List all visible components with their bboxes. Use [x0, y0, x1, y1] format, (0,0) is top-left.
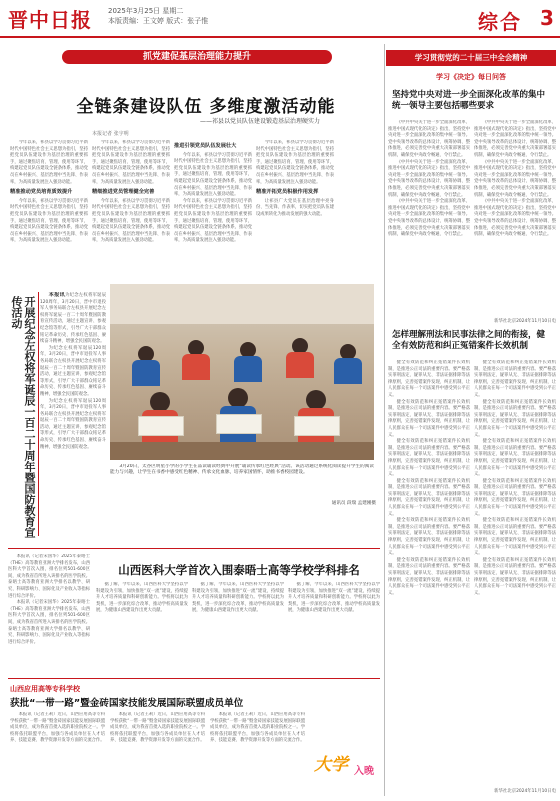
issue-info [108, 6, 208, 26]
issue-date: 2025年3月25日 星期二 [108, 7, 184, 15]
page-editor: 本版责编：王文婷 版式：张子惟 [108, 17, 209, 25]
ranking-headline: 山西医科大学首次入围泰晤士高等学校学科排名 [118, 563, 360, 577]
answer-2-column-1: 健全有效防范和纠正冤错案件长效机制，是推进公正司法的重要内容。要严格落实罪刑法定、疑罪从无、非法证据排除等法律原则，完善冤错案件发现、纠正机制，让人民群众在每一个司法案件中感受到公平正义。 健全有效防范和纠正冤错案件长效机制，是推进公正司法的重要内容。要严格落实罪刑法定、疑罪从无、非法证据排除等法律原则，完善冤错案件发现、纠正机制，让人民群众在每一个司法案件中感受到公平正义。 健全有效防范和纠正冤错案件长效机制，是推进公正司法的重要内容。要严格落实罪刑法定、疑罪从无、非法证据排除等法律原则，完善冤错案件发现、纠正机制，让人民群众在每一个司法案件中感受到公平正义。 健全有效防范和纠正冤错案件长效机制，是推进公正司法的重要内容。要严格落实罪刑法定、疑罪从无、非法证据排除等法律原则，完善冤错案件发现、纠正机制，让人民群众在每一个司法案件中感受到公平正义。 健全有效防范和纠正冤错案件长效机制，是推进公正司法的重要内容。要严格落实罪刑法定、疑罪从无、非法证据排除等法律原则，完善冤错案件发现、纠正机制，让人民群众在每一个司法案件中感受到公平正义。 健全有效防范和纠正冤错案件长效机制，是推进公正司法的重要内容。要严格落实罪刑法定、疑罪从无、非法证据排除等法律原则，完善冤错案件发现、纠正机制，让人民群众在每一个司法案件中感受到公平正义。 [388, 360, 470, 596]
photo-caption: 3月20日，太谷区明星小学的小学生在品读诵读经典中开展“诵读传承红色经典”活动。该活动通过系统化阅读提升学生的阅读能力与兴趣，让学生在书香中感受红色精神、传承文化血脉，培养家国情怀，助推书香校园建设。 [110, 464, 374, 476]
story-byline: 本报记者 张宇明 [92, 131, 129, 137]
school-header: 山西应用高等专科学校 [10, 685, 80, 693]
college-logo-text: 大学 [314, 755, 348, 775]
series-title: 学习《决定》每日问答 [436, 73, 506, 81]
section-divider [8, 548, 380, 549]
story-column-1: 今年以来，祁县以学习贯彻习近平新时代中国特色社会主义思想为指引，坚持把党员队伍建设作为基层治理的重要抓手，通过聚焦培育、管理、使用等环节，构建起党员队伍建设全链条体系，推动党员在乡村振兴、基层治理中当先锋、作表率，为高质量发展注入强劲动能。 精准推动党员培育质效提升 今年以来，祁县以学习贯彻习近平新时代中国特色社会主义思想为指引，坚持把党员队伍建设作为基层治理的重要抓手，通过聚焦培育、管理、使用等环节，构建起党员队伍建设全链条体系，推动党员在乡村振兴、基层治理中当先锋、作表率，为高质量发展注入强劲动能。 [10, 140, 88, 244]
ranking-column-3: 据了解，今年以来，山西医科大学坚持以学科建设为引领，加快推进“双一流”建设，持续提升人才培养质量和科研创新能力。学校将以此为契机，进一步深化综合改革，推动学校高质量发展，为健康山西建设作出更大贡献。 [288, 582, 380, 614]
section-title: 综合 [478, 10, 522, 34]
newspaper-logo: 晋中日报 [8, 8, 92, 32]
vertical-headline: 开展纪念左权将军诞辰一百二十周年暨国防教育宣传活动 [10, 296, 36, 538]
answer-2-column-2: 健全有效防范和纠正冤错案件长效机制，是推进公正司法的重要内容。要严格落实罪刑法定、疑罪从无、非法证据排除等法律原则，完善冤错案件发现、纠正机制，让人民群众在每一个司法案件中感受到公平正义。 健全有效防范和纠正冤错案件长效机制，是推进公正司法的重要内容。要严格落实罪刑法定、疑罪从无、非法证据排除等法律原则，完善冤错案件发现、纠正机制，让人民群众在每一个司法案件中感受到公平正义。 健全有效防范和纠正冤错案件长效机制，是推进公正司法的重要内容。要严格落实罪刑法定、疑罪从无、非法证据排除等法律原则，完善冤错案件发现、纠正机制，让人民群众在每一个司法案件中感受到公平正义。 健全有效防范和纠正冤错案件长效机制，是推进公正司法的重要内容。要严格落实罪刑法定、疑罪从无、非法证据排除等法律原则，完善冤错案件发现、纠正机制，让人民群众在每一个司法案件中感受到公平正义。 健全有效防范和纠正冤错案件长效机制，是推进公正司法的重要内容。要严格落实罪刑法定、疑罪从无、非法证据排除等法律原则，完善冤错案件发现、纠正机制，让人民群众在每一个司法案件中感受到公平正义。 健全有效防范和纠正冤错案件长效机制，是推进公正司法的重要内容。要严格落实罪刑法定、疑罪从无、非法证据排除等法律原则，完善冤错案件发现、纠正机制，让人民群众在每一个司法案件中感受到公平正义。 [474, 360, 556, 596]
story-headline: 全链条建设队伍 多维度激活动能 [76, 97, 336, 117]
question-2: 怎样理解刑法和民事法律之间的衔接，健全有效防范和纠正冤错案件长效机制 [392, 330, 546, 351]
story-column-3: 推进引领党员队伍发展壮大 今年以来，祁县以学习贯彻习近平新时代中国特色社会主义思想为指引，坚持把党员队伍建设作为基层治理的重要抓手，通过聚焦培育、管理、使用等环节，构建起党员队伍建设全链条体系，推动党员在乡村振兴、基层治理中当先锋、作表率，为高质量发展注入强劲动能。 今年以来，祁县以学习贯彻习近平新时代中国特色社会主义思想为指引，坚持把党员队伍建设作为基层治理的重要抓手，通过聚焦培育、管理、使用等环节，构建起党员队伍建设全链条体系，推动党员在乡村振兴、基层治理中当先锋、作表率，为高质量发展注入强劲动能。 [174, 143, 252, 244]
college-logo [312, 742, 382, 792]
story-subtitle-3: 推进引领党员队伍发展壮大 [174, 143, 237, 149]
vocational-column-2: 本报讯（记者王莉）近日，山西应用高等专科学校获批“一带一路”暨金砖国家技能发展国际联盟成员单位，成为我省首批入选的职业院校之一。学校将依托联盟平台，加强与各成员单位在人才培养、技能竞赛、教学资源开发等方面的交流合作。 [110, 712, 205, 744]
photo-wall [110, 284, 374, 324]
source-2: 新华社北京2024年11月10日电 [494, 789, 556, 794]
story-subtitle-1: 精准推动党员培育质效提升 [10, 189, 73, 196]
answer-1-column-2: 《中共中央关于进一步全面深化改革、推进中国式现代化的决定》指出，坚持党中央对进一步全面深化改革的集中统一领导。党中央领导改革的总体设计、统筹协调、整体推进，必须完善党中央重大决策部署落实机制，确保党中央政令畅通、令行禁止。 《中共中央关于进一步全面深化改革、推进中国式现代化的决定》指出，坚持党中央对进一步全面深化改革的集中统一领导。党中央领导改革的总体设计、统筹协调、整体推进，必须完善党中央重大决策部署落实机制，确保党中央政令畅通、令行禁止。 《中共中央关于进一步全面深化改革、推进中国式现代化的决定》指出，坚持党中央对进一步全面深化改革的集中统一领导。党中央领导改革的总体设计、统筹协调、整体推进，必须完善党中央重大决策部署落实机制，确保党中央政令畅通、令行禁止。 [474, 120, 556, 238]
ranking-column-2: 据了解，今年以来，山西医科大学坚持以学科建设为引领，加快推进“双一流”建设，持续提升人才培养质量和科研创新能力。学校将以此为契机，进一步深化综合改革，推动学校高质量发展，为健康山西建设作出更大贡献。 [192, 582, 284, 614]
news-photo [110, 284, 374, 460]
photo-credit: 通讯员 段瑞 孟建刚摄 [331, 501, 376, 506]
vocational-column-3: 本报讯（记者王莉）近日，山西应用高等专科学校获批“一带一路”暨金砖国家技能发展国际联盟成员单位，成为我省首批入选的职业院校之一。学校将依托联盟平台，加强与各成员单位在人才培养、技能竞赛、教学资源开发等方面的交流合作。 [210, 712, 305, 744]
column-rule [384, 44, 385, 796]
story-subtitle-2: 精细推进党员管理健全完善 [92, 189, 155, 196]
photo-desk [110, 442, 374, 460]
story-band: 抓党建促基层治理能力提升 [62, 50, 332, 64]
story-column-2: 今年以来，祁县以学习贯彻习近平新时代中国特色社会主义思想为指引，坚持把党员队伍建设作为基层治理的重要抓手，通过聚焦培育、管理、使用等环节，构建起党员队伍建设全链条体系，推动党员在乡村振兴、基层治理中当先锋、作表率，为高质量发展注入强劲动能。 精细推进党员管理健全完善 今年以来，祁县以学习贯彻习近平新时代中国特色社会主义思想为指引，坚持把党员队伍建设作为基层治理的重要抓手，通过聚焦培育、管理、使用等环节，构建起党员队伍建设全链条体系，推动党员在乡村振兴、基层治理中当先锋、作表率，为高质量发展注入强劲动能。 [92, 140, 170, 244]
vertical-story-text: 本报讯为纪念左权将军诞辰120周年，3月20日，晋中市退役军人事务局联合左权县开展纪念左权将军诞辰一百二十周年暨国防教育宣传活动，通过主题宣讲、参观纪念馆等形式，引导广大干部群众铭记革命历史、传承红色基因、赓续奋斗精神，增强全民国防观念。 为纪念左权将军诞辰120周年，3月20日，晋中市退役军人事务局联合左权县开展纪念左权将军诞辰一百二十周年暨国防教育宣传活动，通过主题宣讲、参观纪念馆等形式，引导广大干部群众铭记革命历史、传承红色基因、赓续奋斗精神，增强全民国防观念。 为纪念左权将军诞辰120周年，3月20日，晋中市退役军人事务局联合左权县开展纪念左权将军诞辰一百二十周年暨国防教育宣传活动，通过主题宣讲、参观纪念馆等形式，引导广大干部群众铭记革命历史、传承红色基因、赓续奋斗精神，增强全民国防观念。 [40, 292, 106, 450]
page-number: 3 [540, 6, 554, 30]
college-logo-suffix: 入晚 [354, 766, 374, 777]
ranking-left-text: 本报讯（记者宋国华）2025年泰晤士（THE）高等教育亚洲大学排名发布，山西医科大学首次入围，排名位列501-600区间，成为我省首所进入该排名的医学院校。泰晤士高等教育亚洲大学排名以教学、研究、科研影响力、国际化及产业收入等指标进行综合评价。 本报讯（记者宋国华）2025年泰晤士（THE）高等教育亚洲大学排名发布，山西医科大学首次入围，排名位列501-600区间，成为我省首所进入该排名的医学院校。泰晤士高等教育亚洲大学排名以教学、研究、科研影响力、国际化及产业收入等指标进行综合评价。 [8, 554, 90, 645]
source-1: 新华社北京2024年11月10日电 [494, 319, 556, 324]
ranking-column-1: 据了解，今年以来，山西医科大学坚持以学科建设为引领，加快推进“双一流”建设，持续提升人才培养质量和科研创新能力。学校将以此为契机，进一步深化综合改革，推动学校高质量发展，为健康山西建设作出更大贡献。 [96, 582, 188, 614]
column-divider [38, 292, 39, 536]
story-subhead: ——祁县以党员队伍建设锻造基层治理硬实力 [199, 118, 320, 125]
right-band: 学习贯彻党的二十届三中全会精神 [386, 50, 556, 66]
answer-1-column-1: 《中共中央关于进一步全面深化改革、推进中国式现代化的决定》指出，坚持党中央对进一步全面深化改革的集中统一领导。党中央领导改革的总体设计、统筹协调、整体推进，必须完善党中央重大决策部署落实机制，确保党中央政令畅通、令行禁止。 《中共中央关于进一步全面深化改革、推进中国式现代化的决定》指出，坚持党中央对进一步全面深化改革的集中统一领导。党中央领导改革的总体设计、统筹协调、整体推进，必须完善党中央重大决策部署落实机制，确保党中央政令畅通、令行禁止。 《中共中央关于进一步全面深化改革、推进中国式现代化的决定》指出，坚持党中央对进一步全面深化改革的集中统一领导。党中央领导改革的总体设计、统筹协调、整体推进，必须完善党中央重大决策部署落实机制，确保党中央政令畅通、令行禁止。 [388, 120, 470, 238]
question-1: 坚持党中央对进一步全面深化改革的集中统一领导主要包括哪些要求 [392, 90, 546, 111]
vocational-column-1: 本报讯（记者王莉）近日，山西应用高等专科学校获批“一带一路”暨金砖国家技能发展国际联盟成员单位，成为我省首批入选的职业院校之一。学校将依托联盟平台，加强与各成员单位在人才培养、技能竞赛、教学资源开发等方面的交流合作。 [10, 712, 105, 744]
vocational-headline: 获批“一带一路”暨金砖国家技能发展国际联盟成员单位 [10, 698, 244, 709]
story-subtitle-4: 精准开拓党员积极作用发挥 [256, 189, 319, 196]
section-divider-2 [8, 678, 380, 679]
story-column-4: 今年以来，祁县以学习贯彻习近平新时代中国特色社会主义思想为指引，坚持把党员队伍建设作为基层治理的重要抓手，通过聚焦培育、管理、使用等环节，构建起党员队伍建设全链条体系，推动党员在乡村振兴、基层治理中当先锋、作表率，为高质量发展注入强劲动能。 精准开拓党员积极作用发挥 让祁县广大党员在基层治理中亮身份、当先锋、作表率，切实把党员队伍建设成果转化为推动发展的强大动能。 [256, 140, 334, 217]
